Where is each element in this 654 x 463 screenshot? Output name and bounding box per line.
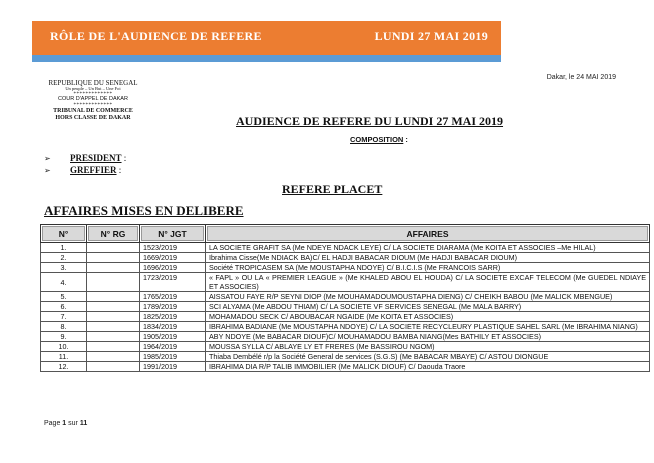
cell-affaire: IBRAHIMA DIA R/P TALIB IMMOBILIER (Me MALICK DIOUF) C/ Daouda Traore: [206, 362, 650, 372]
president-colon: :: [121, 153, 127, 163]
cell-affaire: SCI ALYAMA (Me ABDOU THIAM) C/ LA SOCIETE VF SERVICES SENEGAL (Me MALA BARRY): [206, 302, 650, 312]
table-row: [41, 292, 650, 302]
cell-rg: [87, 302, 140, 312]
table-row: [41, 332, 650, 342]
table-row: [41, 352, 650, 362]
cell-affaire: Ibrahima Cisse(Me NDIACK BA)C/ EL HADJI BABACAR DIOUM (Me HADJI BABACAR DIOUM): [206, 253, 650, 263]
greffier-label: GREFFIER: [70, 165, 117, 175]
cell-rg: [87, 362, 140, 372]
separator-stars: *************: [73, 92, 113, 98]
cell-rg: [87, 253, 140, 263]
court-name: COUR D'APPEL DE DAKAR: [58, 96, 128, 103]
cell-rg: [87, 292, 140, 302]
cell-jgt: 1985/2019: [140, 352, 206, 362]
col-header-affaires: AFFAIRES: [206, 225, 650, 243]
col-header-number: N°: [41, 225, 87, 243]
banner-title: RÔLE DE L'AUDIENCE DE REFERE: [50, 29, 262, 43]
cell-affaire: AISSATOU FAYE R/P SEYNI DIOP (Me MOUHAMADOUMOUSTAPHA DIENG) C/ CHEIKH BABOU (Me MALICK MBENGUE): [206, 292, 650, 302]
cell-jgt: 1696/2019: [140, 263, 206, 273]
table-row: [41, 263, 650, 273]
table-row: [41, 253, 650, 263]
cell-number: 12.: [41, 362, 87, 372]
composition-president: [44, 153, 126, 163]
cell-number: 8.: [41, 322, 87, 332]
table-row: [41, 322, 650, 332]
col-header-rg: N° RG: [87, 225, 140, 243]
composition-colon: :: [403, 135, 408, 144]
composition-heading: [350, 135, 408, 144]
cell-rg: [87, 332, 140, 342]
page-total: 11: [79, 420, 88, 427]
cell-jgt: 1765/2019: [140, 292, 206, 302]
refere-placet-title: REFERE PLACET: [282, 182, 383, 196]
cell-number: 1.: [41, 243, 87, 253]
institution-header: [36, 80, 150, 121]
composition-label: COMPOSITION: [350, 135, 404, 144]
page-current: 1: [62, 420, 67, 427]
president-label: PRESIDENT: [70, 153, 122, 163]
cell-number: 11.: [41, 352, 87, 362]
cell-affaire: MOUSSA SYLLA C/ ABLAYE LY ET FRERES (Me BASSIROU NGOM): [206, 342, 650, 352]
table-row: [41, 312, 650, 322]
cell-rg: [87, 263, 140, 273]
cell-rg: [87, 342, 140, 352]
cell-jgt: 1523/2019: [140, 243, 206, 253]
cell-jgt: 1789/2019: [140, 302, 206, 312]
cell-affaire: LA SOCIETE GRAFIT SA (Me NDEYE NDACK LEYE) C/ LA SOCIETE DIARAMA (Me KOITA ET ASSOCIES –Me HILAL): [206, 243, 650, 253]
cell-jgt: 1834/2019: [140, 322, 206, 332]
cell-number: 4.: [41, 273, 87, 292]
header-banner-stripe: [32, 55, 501, 62]
cell-jgt: 1825/2019: [140, 312, 206, 322]
page-footer: [44, 420, 87, 427]
cell-rg: [87, 273, 140, 292]
cell-rg: [87, 322, 140, 332]
separator-stars: *************: [73, 103, 113, 109]
col-header-jgt: N° JGT: [140, 225, 206, 243]
arrow-bullet-icon: ➢: [44, 154, 51, 163]
table-row: [41, 243, 650, 253]
cell-affaire: Société TROPICASEM SA (Me MOUSTAPHA NDOYE) C/ B.I.C.I.S (Me FRANCOIS SARR): [206, 263, 650, 273]
arrow-bullet-icon: ➢: [44, 166, 51, 175]
cell-jgt: 1964/2019: [140, 342, 206, 352]
table-row: [41, 302, 650, 312]
tribunal-line-2: HORS CLASSE DE DAKAR: [55, 114, 131, 121]
tribunal-line-1: TRIBUNAL DE COMMERCE: [53, 108, 133, 115]
page-sep: sur: [66, 420, 80, 427]
table-row: [41, 273, 650, 292]
cell-number: 3.: [41, 263, 87, 273]
cell-rg: [87, 312, 140, 322]
place-date: Dakar, le 24 MAI 2019: [546, 74, 616, 81]
cell-number: 5.: [41, 292, 87, 302]
composition-greffier: [44, 165, 121, 175]
cell-affaire: IBRAHIMA BADIANE (Me MOUSTAPHA NDOYE) C/ LA SOCIETE RECYCLEURY PLASTIQUE SAHEL SARL (Me IBRAHIMA NIANG): [206, 322, 650, 332]
cell-number: 9.: [41, 332, 87, 342]
banner-date: LUNDI 27 MAI 2019: [374, 29, 488, 43]
cell-jgt: 1723/2019: [140, 273, 206, 292]
cases-table: [40, 224, 650, 372]
cell-affaire: MOHAMADOU SECK C/ ABOUBACAR NGAIDE (Me KOITA ET ASSOCIES): [206, 312, 650, 322]
audience-title: AUDIENCE DE REFERE DU LUNDI 27 MAI 2019: [236, 114, 504, 128]
greffier-colon: :: [116, 165, 122, 175]
cell-rg: [87, 352, 140, 362]
republic-name: REPUBLIQUE DU SENEGAL: [48, 79, 138, 87]
affaires-deliberes-title: AFFAIRES MISES EN DELIBERE: [44, 203, 244, 218]
cell-jgt: 1905/2019: [140, 332, 206, 342]
cell-number: 10.: [41, 342, 87, 352]
cell-rg: [87, 243, 140, 253]
table-row: [41, 342, 650, 352]
motto: Un peuple – Un But – Une Foi: [65, 86, 121, 92]
cell-affaire: Thiaba Dembélé r/p la Société General de services (S.G.S) (Me BABACAR MBAYE) C/ ASTOU DIONGUE: [206, 352, 650, 362]
cell-number: 2.: [41, 253, 87, 263]
cell-jgt: 1669/2019: [140, 253, 206, 263]
cell-number: 6.: [41, 302, 87, 312]
cell-affaire: « FAPL » OU LA « PREMIER LEAGUE » (Me KHALED ABOU EL HOUDA) C/ LA SOCIETE EXCAF TELECOM (Me GUEDEL NDIAYE ET ASSOCIES): [206, 273, 650, 292]
cell-number: 7.: [41, 312, 87, 322]
page-word: Page: [44, 420, 63, 427]
cell-jgt: 1991/2019: [140, 362, 206, 372]
table-row: [41, 362, 650, 372]
table-header-row: [41, 225, 650, 243]
cell-affaire: ABY NDOYE (Me BABACAR DIOUF)C/ MOUHAMADOU BAMBA NIANG(Mes BATHILY ET ASSOCIES): [206, 332, 650, 342]
